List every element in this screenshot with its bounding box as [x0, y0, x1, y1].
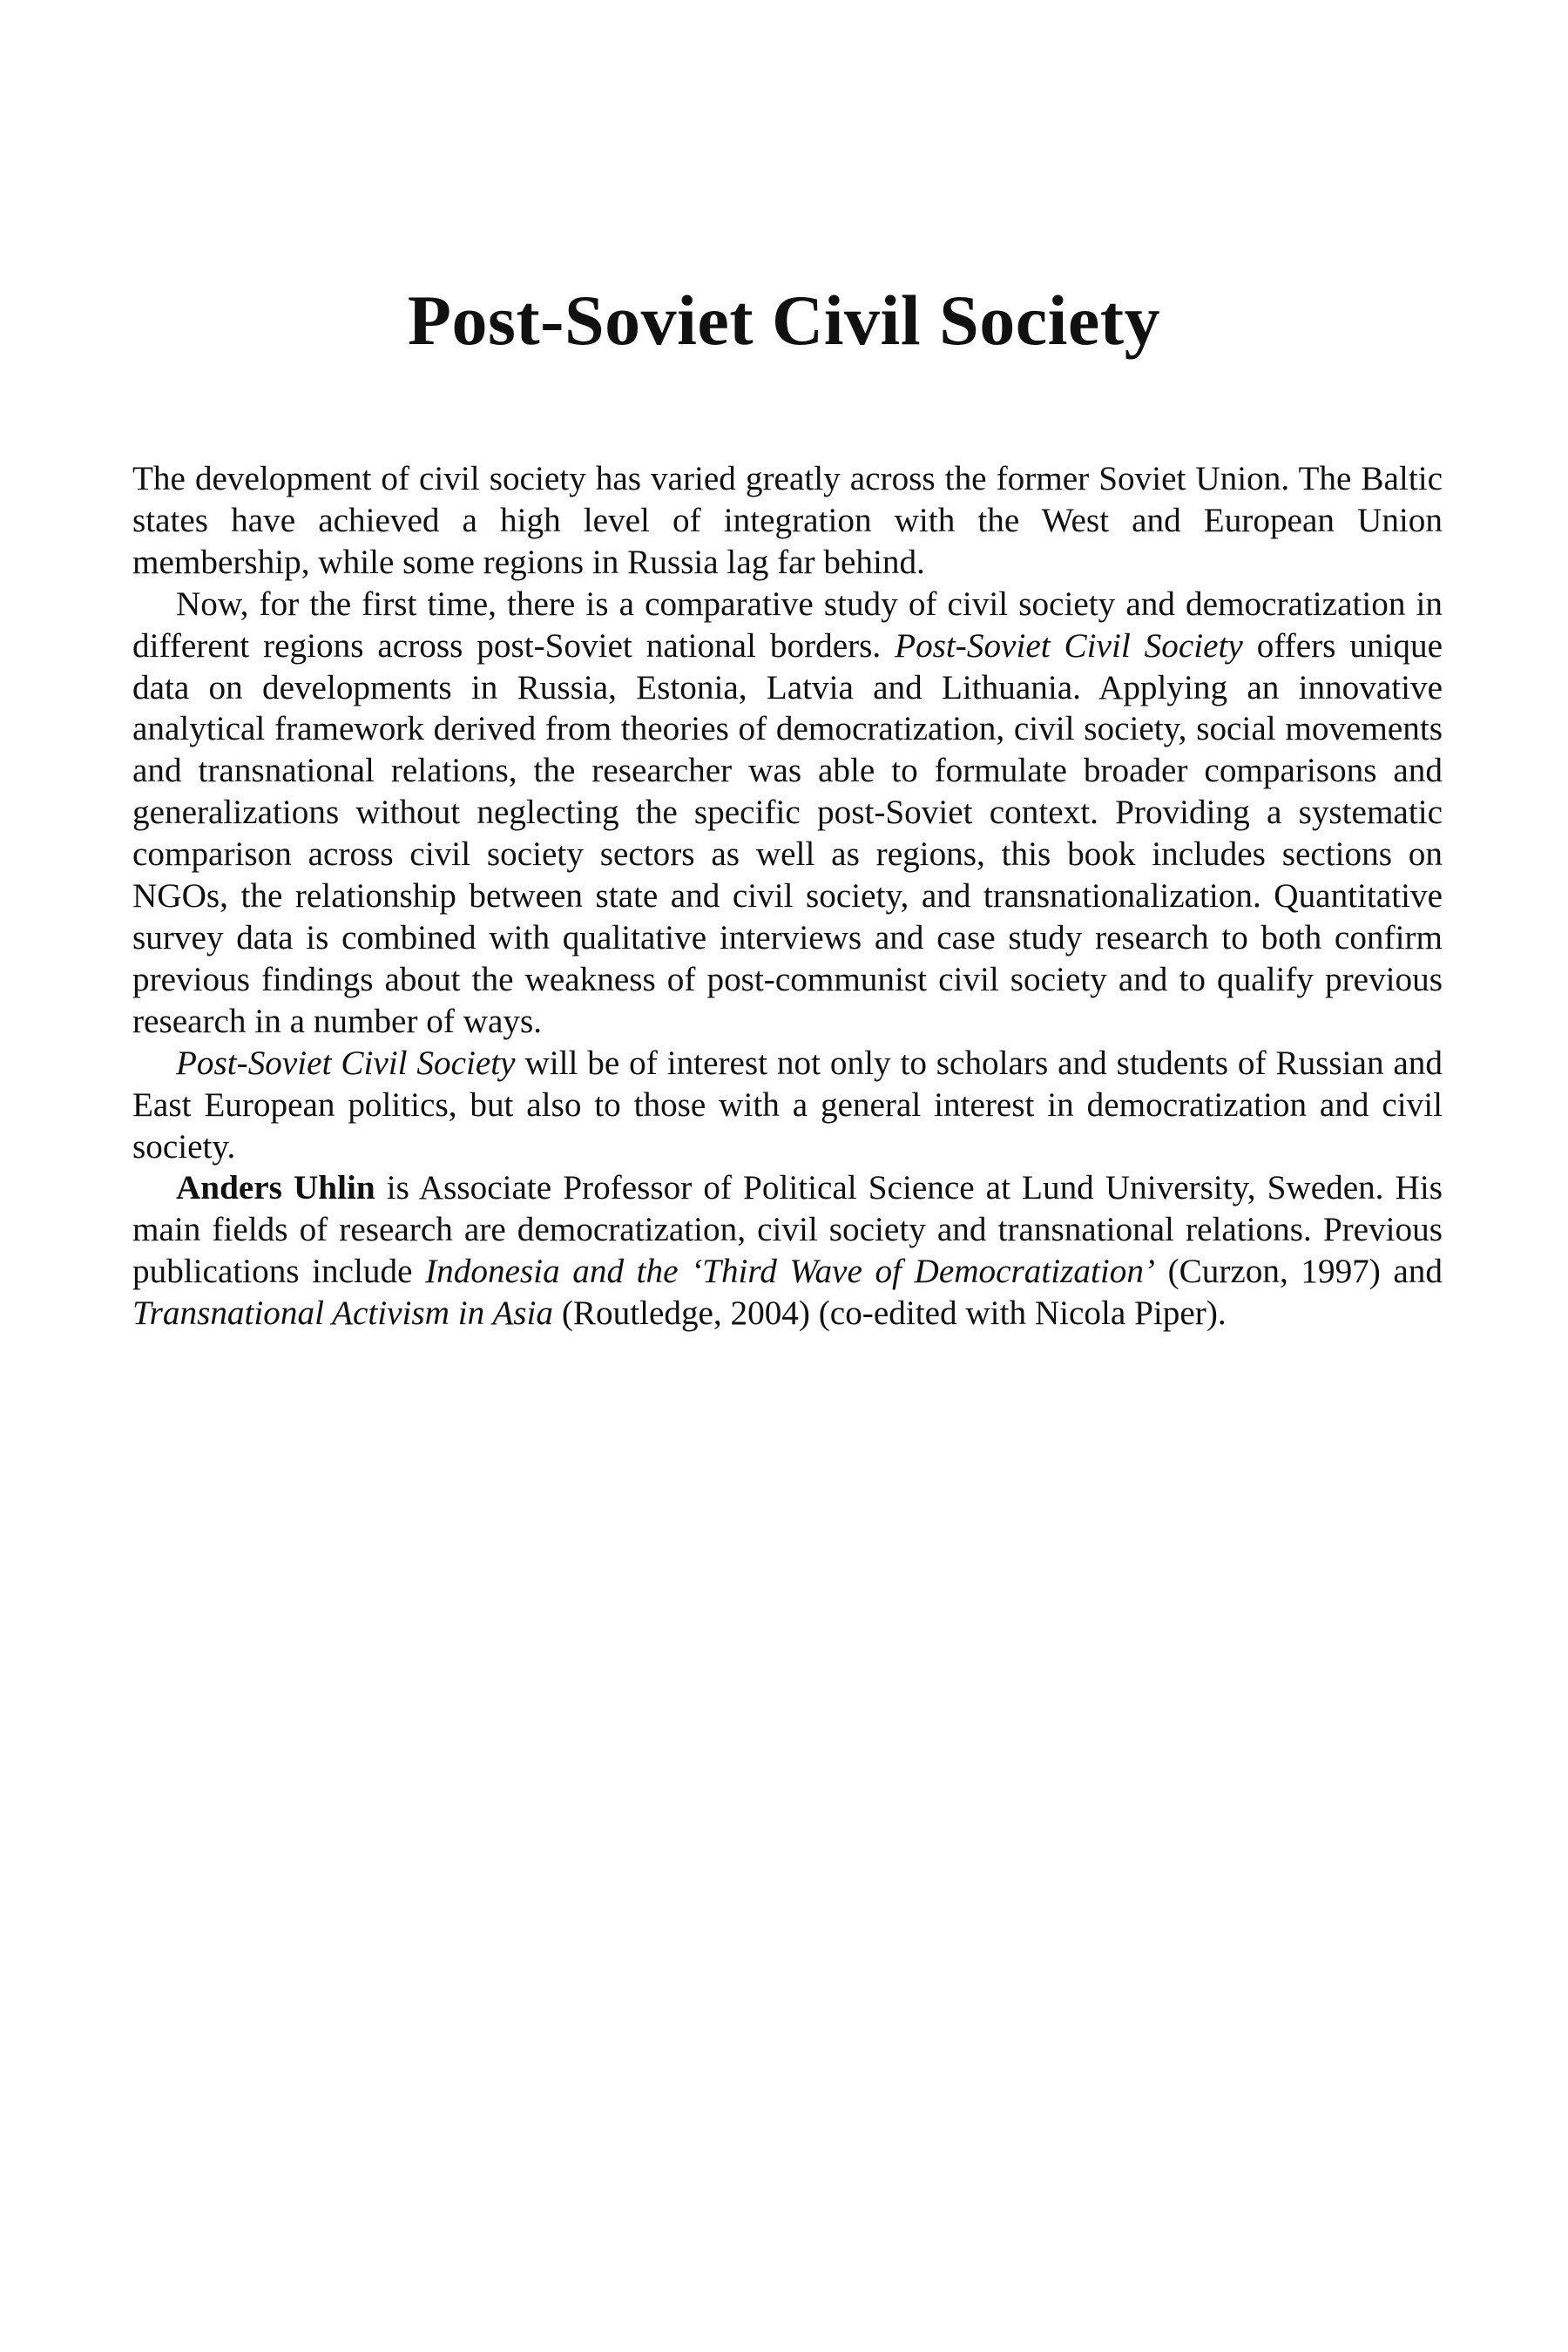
intro-text: The development of civil society has varied greatly across the former Soviet Union. The Baltic states have achieved a high level of integration with the West and European Union membership, while some regions in Russia lag far behind. [132, 460, 1443, 581]
study-text-a: Now, for the first time, there is a comparative study of civil society and democratization in different regions across post-Soviet national borders. [132, 585, 1443, 665]
book-title-ref: Post-Soviet Civil Society [176, 1044, 516, 1082]
publication-title: Indonesia and the ‘Third Wave of Democratization’ [425, 1253, 1155, 1291]
page-title: Post-Soviet Civil Society [407, 280, 1161, 360]
audience-text: will be of interest not only to scholars and students of Russian and East European politics, but also to those with a general interest in democratization and civil society. [132, 1044, 1443, 1166]
audience-paragraph [132, 1043, 1443, 1168]
intro-paragraph [132, 458, 1443, 584]
author-name: Anders Uhlin [176, 1169, 375, 1207]
book-title-ref: Post-Soviet Civil Society [895, 626, 1243, 665]
author-text-a: is Associate Professor of Political Science at Lund University, Sweden. His main fields of research are democratization, civil society and transnational relations. Previous publications include [132, 1169, 1443, 1291]
author-text-b: (Curzon, 1997) and [1154, 1253, 1443, 1291]
author-text-c: (Routledge, 2004) (co-edited with Nicola Piper). [553, 1294, 1227, 1333]
study-paragraph [132, 584, 1443, 1043]
publication-title: Transnational Activism in Asia [132, 1294, 554, 1333]
study-text-b: offers unique data on developments in Russia, Estonia, Latvia and Lithuania. Applying an innovative analytical framework derived from theories of democratization, civil society, social movements and transnational relations, the researcher was able to formulate broader comparisons and generalizations without neglecting the specific post-Soviet context. Providing a systematic comparison across civil society sectors as well as regions, this book includes sections on NGOs, the relationship between state and civil society, and transnationalization. Quantitative survey data is combined with qualitative interviews and case study research to both confirm previous findings about the weakness of post-communist civil society and to qualify previous research in a number of ways. [132, 626, 1443, 1040]
author-paragraph [132, 1167, 1443, 1335]
blurb-text [132, 458, 1443, 1335]
